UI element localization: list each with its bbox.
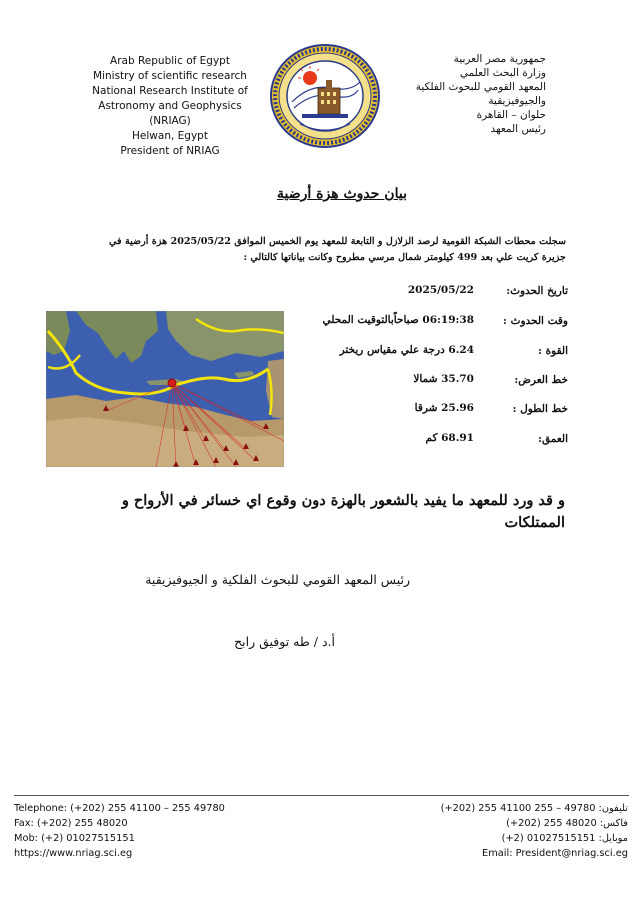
field-value-latitude: 35.70 شمالا (413, 373, 474, 385)
intro-line: سجلت محطات الشبكة القومية لرصد الزلازل و التابعة للمعهد يوم الخميس الموافق 2025/05/22 هزة أرضية في (109, 236, 566, 247)
footer-mobile: Mob: (+2) 01027515151 (14, 833, 135, 844)
field-label-magnitude: القوة : (538, 345, 568, 357)
header-ar-line: حلوان – القاهرة (476, 109, 546, 121)
footer-ar-mobile: موبايل: 01027515151 (2+) (501, 833, 628, 844)
footer-ar-telephone: تليفون: 49780 – 255 41100 255 (202+) (440, 803, 628, 814)
header-en-line: National Research Institute of (92, 85, 248, 97)
field-value-depth: 68.91 كم (425, 432, 474, 444)
footer-website-link[interactable]: https://www.nriag.sci.eg (14, 848, 133, 859)
epicenter-map (46, 311, 284, 467)
field-label-time: وقت الحدوث : (503, 315, 568, 327)
intro-paragraph (76, 234, 566, 266)
header-ar-line: والجيوفيزيقية (488, 95, 546, 107)
notice-line: الممتلكات (504, 514, 565, 531)
notice-line: و قد ورد للمعهد ما يفيد بالشعور بالهزة دون وقوع اي خسائر في الأرواح و (121, 492, 565, 509)
header-arabic-block (396, 52, 546, 136)
header-ar-line: رئيس المعهد (490, 123, 546, 135)
header-en-line: Arab Republic of Egypt (110, 55, 230, 67)
header-english-block (70, 54, 270, 159)
field-value-time: 06:19:38 صباحاًبالتوقيت المحلي (322, 314, 474, 326)
field-value-date: 2025/05/22 (407, 284, 474, 296)
epicenter-marker (168, 379, 176, 387)
header-ar-line: وزارة البحث العلمي (459, 67, 546, 79)
header-en-line: Helwan, Egypt (132, 130, 208, 142)
field-value-magnitude: 6.24 درجة علي مقياس ريختر (339, 344, 474, 356)
document-title (0, 186, 644, 202)
field-label-longitude: خط الطول : (512, 403, 568, 415)
field-label-latitude: خط العرض: (514, 374, 568, 386)
header-en-line: Astronomy and Geophysics (98, 100, 242, 112)
header-en-line: (NRIAG) (149, 115, 191, 127)
header-en-line: President of NRIAG (120, 145, 220, 157)
footer-fax: Fax: (+202) 255 48020 (14, 818, 128, 829)
signatory-title: رئيس المعهد القومي للبحوث الفلكية و الجيوفيزيقية (145, 572, 410, 587)
footer-arabic-contacts (328, 801, 628, 861)
footer-divider (14, 795, 629, 796)
footer-ar-fax: فاكس: 48020 255 (202+) (506, 818, 628, 829)
damage-notice (70, 490, 565, 534)
document-title-text: بيان حدوث هزة أرضية (277, 186, 407, 202)
signatory-name: أ.د / طه توفيق رابح (234, 634, 335, 649)
footer-english-contacts (14, 801, 314, 861)
epicenter-map-image (46, 311, 284, 467)
intro-line: جزيرة كريت علي بعد 499 كيلومتر شمال مرسي مطروح وكانت بياناتها كالتالي : (243, 252, 566, 263)
header-ar-line: المعهد القومي للبحوث الفلكية (415, 81, 546, 93)
header-en-line: Ministry of scientific research (93, 70, 247, 82)
nriag-logo (270, 44, 380, 148)
footer-telephone: Telephone: (+202) 255 41100 – 255 49780 (14, 803, 225, 814)
nriag-logo-emblem (270, 44, 380, 148)
footer-email-link[interactable]: Email: President@nriag.sci.eg (482, 848, 628, 859)
field-label-depth: العمق: (538, 433, 568, 445)
field-value-longitude: 25.96 شرقا (414, 402, 474, 414)
header-ar-line: جمهورية مصر العربية (453, 53, 546, 65)
field-label-date: تاريخ الحدوث: (506, 285, 568, 297)
